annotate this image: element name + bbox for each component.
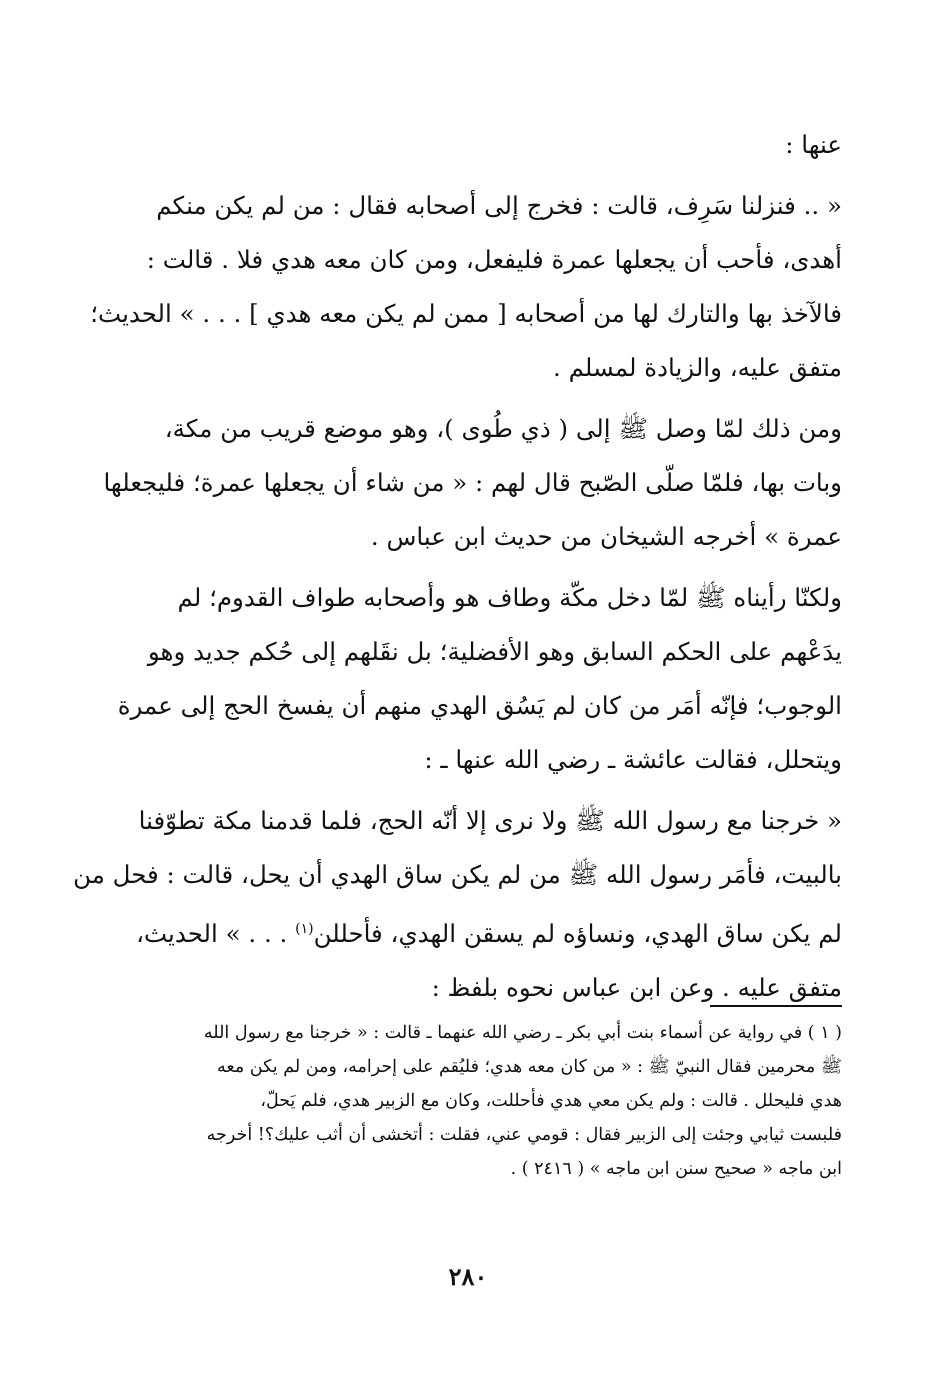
text-line: عنها : [785, 130, 842, 159]
text-line: فالآخذ بها والتارك لها من أصحابه [ ممن لم يكن معه هدي ] . . . » الحديث؛ [90, 299, 842, 328]
text-line: متفق عليه . وعن ابن عباس نحوه بلفظ : [431, 973, 842, 1003]
main-text [72, 118, 842, 1015]
footnote-line: ( ١ ) في رواية عن أسماء بنت أبي بكر ـ رضي الله عنهما ـ قالت : « خرجنا مع رسول الله [203, 1023, 842, 1043]
paragraph-3 [72, 402, 842, 564]
text-segment: . . . » الحديث، [136, 919, 296, 949]
paragraph-4 [72, 571, 842, 787]
text-line: ويتحلل، فقالت عائشة ـ رضي الله عنها ـ : [424, 745, 842, 774]
text-line: يدَعْهم على الحكم السابق وهو الأفضلية؛ بل نقَلهم إلى حُكم جديد وهو [147, 637, 842, 666]
text-line: « خرجنا مع رسول الله ﷺ ولا نرى إلا أنّه الحج، فلما قدمنا مكة تطوّفنا [138, 806, 842, 835]
text-line: أهدى، فأحب أن يجعلها عمرة فليفعل، ومن كان معه هدي فلا . قالت : [146, 245, 842, 274]
text-segment: لم يكن ساق الهدي، ونساؤه لم يسقن الهدي، فأحللن [313, 919, 842, 949]
paragraph-1 [72, 118, 842, 172]
footnote-line: ﷺ محرمين فقال النبيّ ﷺ : « من كان معه هدي؛ فليُقم على إحرامه، ومن لم يكن معه [217, 1057, 842, 1077]
text-line: عمرة » أخرجه الشيخان من حديث ابن عباس . [370, 522, 842, 551]
footnote [72, 1016, 842, 1186]
footnote-divider [710, 1005, 842, 1007]
text-line-with-footnote [72, 902, 842, 961]
text-line: متفق عليه، والزيادة لمسلم . [553, 353, 842, 382]
text-line: الوجوب؛ فإنّه أمَر من كان لم يَسُق الهدي منهم أن يفسخ الحج إلى عمرة [117, 691, 842, 720]
footnote-line: ابن ماجه « صحيح سنن ابن ماجه » ( ٢٤١٦ ) . [510, 1159, 842, 1179]
paragraph-5 [72, 794, 842, 1015]
text-line: « .. فنزلنا سَرِف، قالت : فخرج إلى أصحابه فقال : من لم يكن منكم [156, 191, 842, 220]
text-line: وبات بها، فلمّا صلّى الصّبح قال لهم : « من شاء أن يجعلها عمرة؛ فليجعلها [103, 468, 842, 497]
text-line: بالبيت، فأمَر رسول الله ﷺ من لم يكن ساق الهدي أن يحل، قالت : فحل من [73, 860, 842, 889]
paragraph-2 [72, 179, 842, 395]
page-number: ٢٨٠ [448, 1262, 488, 1291]
text-line: ولكنّا رأيناه ﷺ لمّا دخل مكّة وطاف هو وأصحابه طواف القدوم؛ لم [177, 583, 842, 612]
footnote-line: هدي فليحلل . قالت : ولم يكن معي هدي فأحللت، وكان مع الزبير هدي، فلم يَحلّ، [260, 1091, 842, 1111]
text-line: ومن ذلك لمّا وصل ﷺ إلى ( ذي طُوى )، وهو موضع قريب من مكة، [164, 414, 842, 443]
footnote-line: فلبست ثيابي وجئت إلى الزبير فقال : قومي عني، فقلت : أتخشى أن أثب عليك؟! أخرجه [206, 1125, 842, 1145]
footnote-reference[interactable]: (١) [295, 921, 314, 937]
